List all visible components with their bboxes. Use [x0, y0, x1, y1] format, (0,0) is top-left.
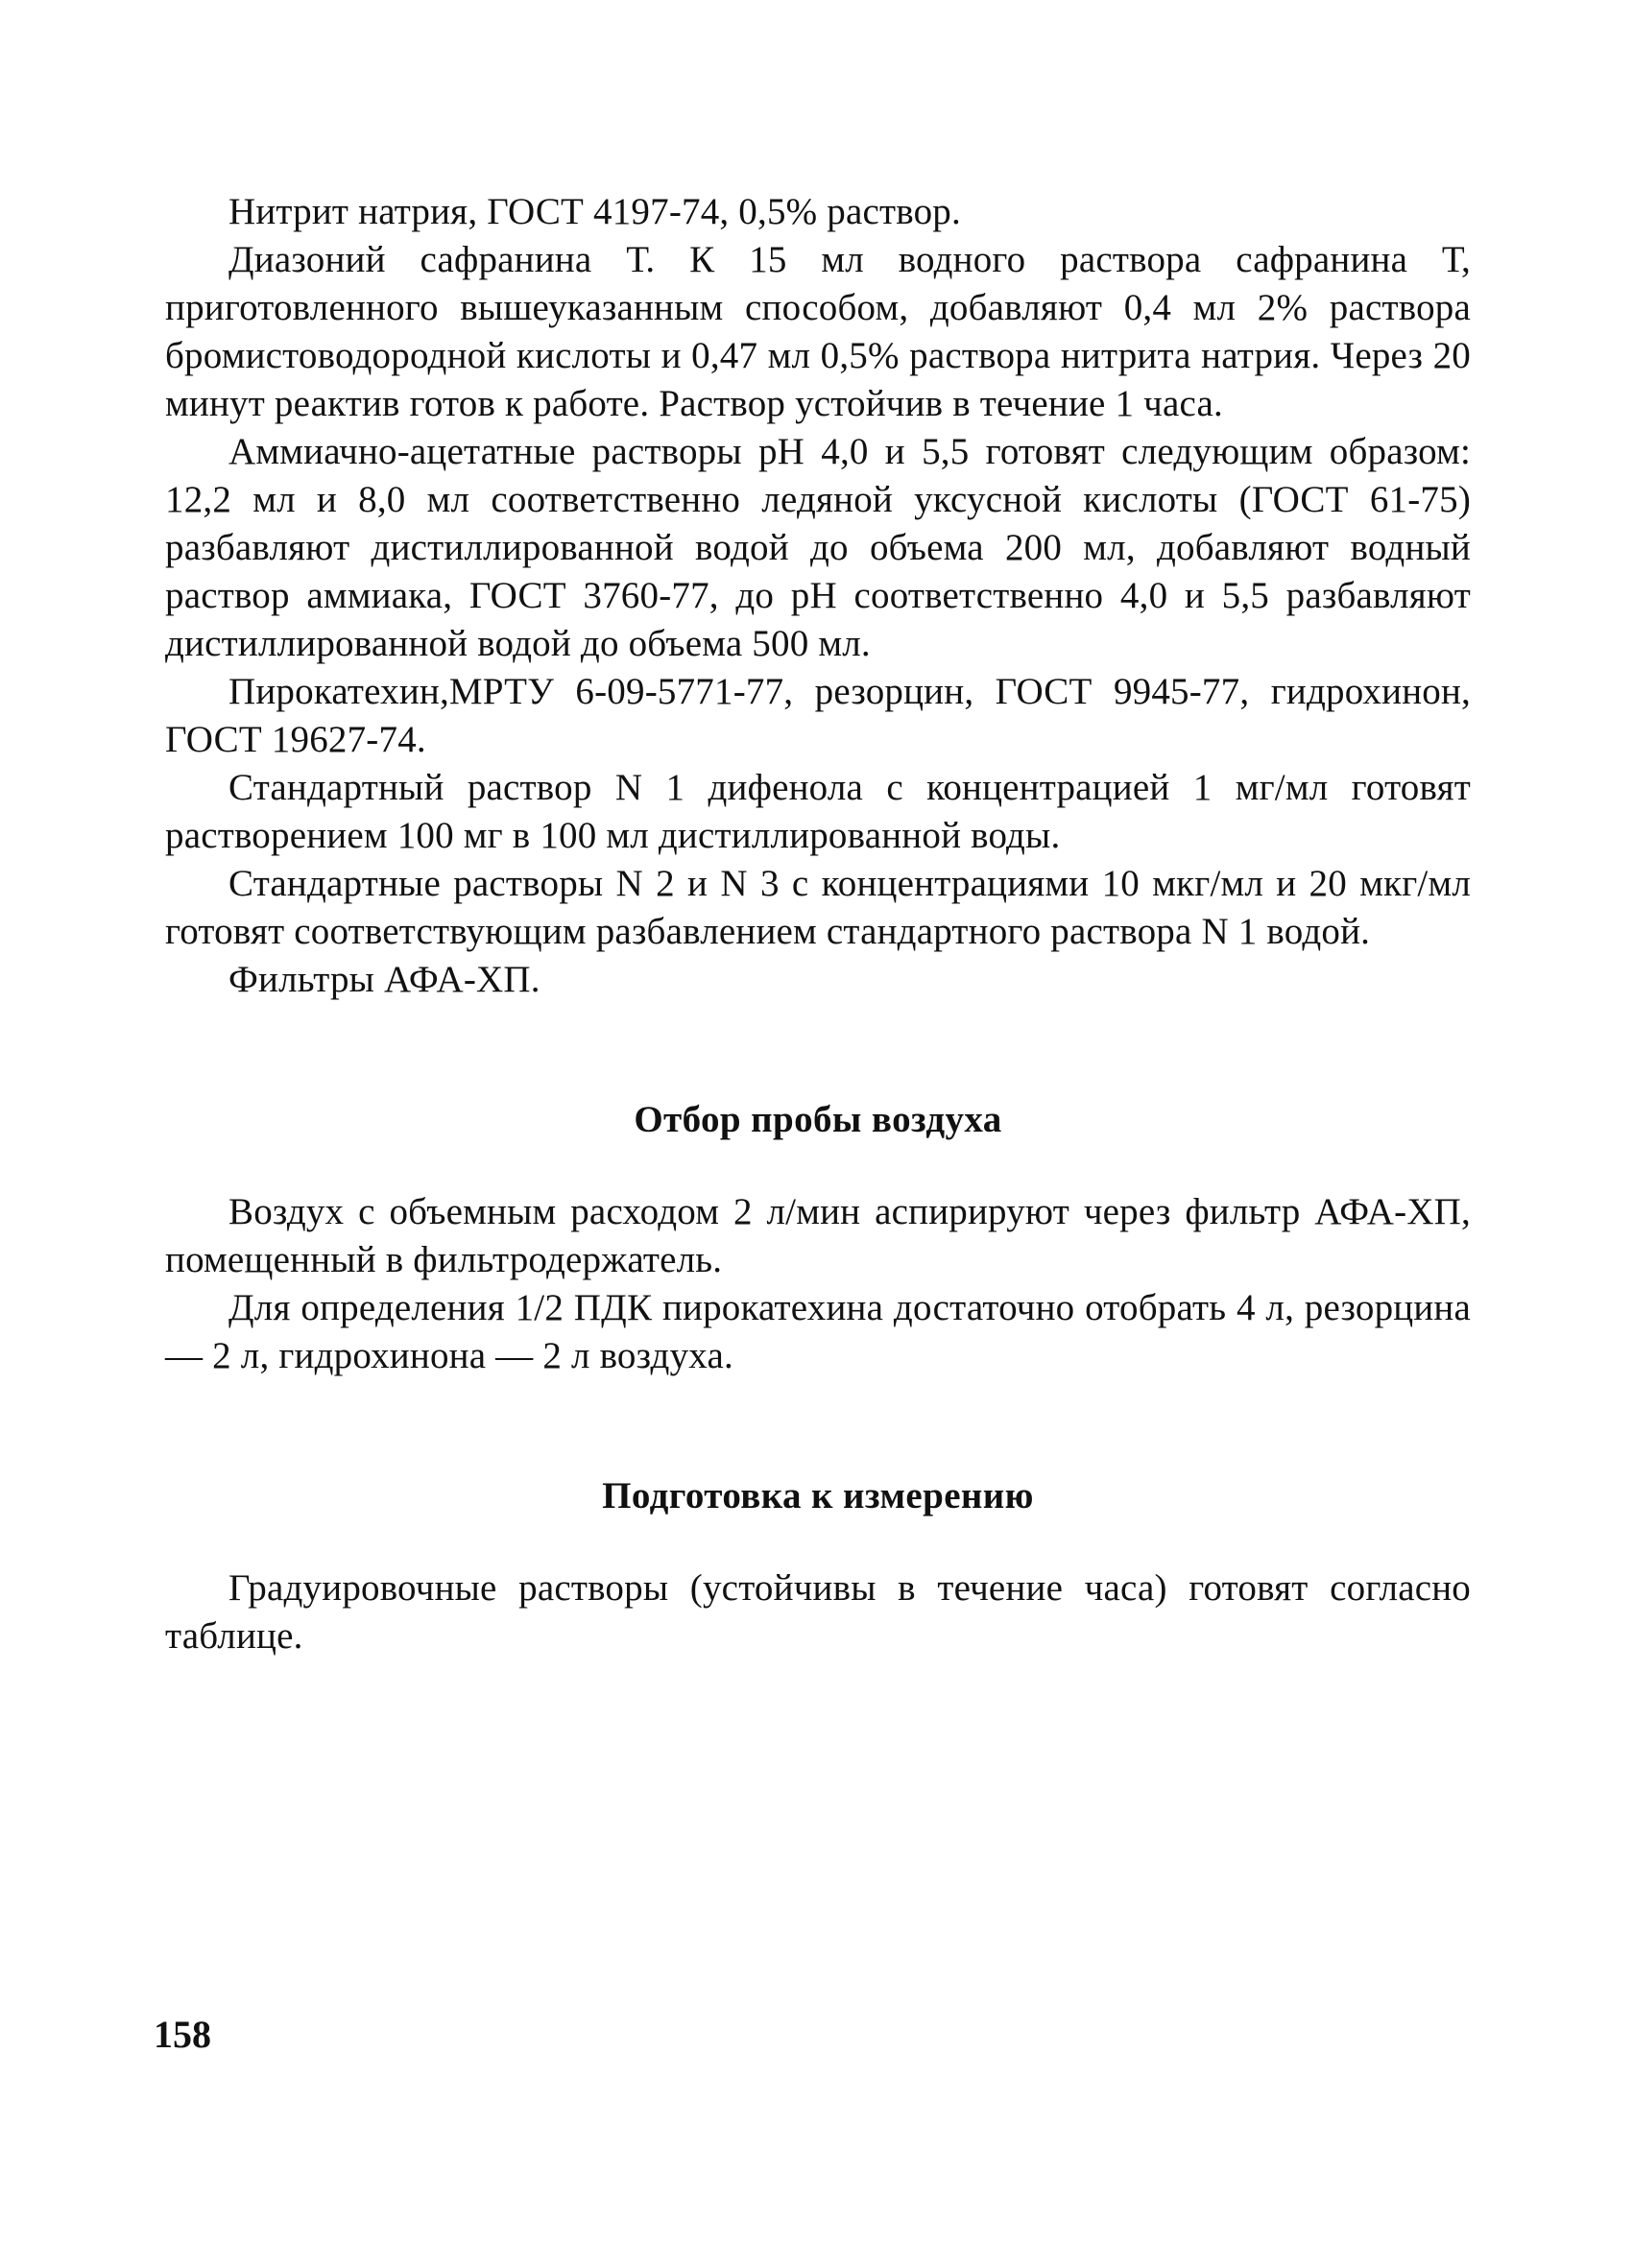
- paragraph-calibration-solutions: Градуировочные растворы (устойчивы в течение часа) готовят согласно таблице.: [165, 1567, 1471, 1657]
- page-number: 158: [154, 2013, 211, 2056]
- paragraph-diphenols-list: Пирокатехин,МРТУ 6-09-5771-77, резорцин, ГОСТ 9945-77, гидрохинон, ГОСТ 19627-74.: [165, 671, 1471, 760]
- heading-air-sampling: Отбор пробы воздуха: [634, 1099, 1002, 1140]
- sampling-section: [165, 1096, 1471, 1380]
- paragraph-air-flow: Воздух с объемным расходом 2 л/мин аспирируют через фильтр АФА-ХП, помещенный в фильтродержатель.: [165, 1191, 1471, 1280]
- spacer: [165, 1144, 1471, 1188]
- spacer: [165, 1004, 1471, 1096]
- preparation-section: [165, 1472, 1471, 1660]
- paragraph-ammonium-acetate-buffers: Аммиачно-ацетатные растворы рН 4,0 и 5,5 готовят следующим образом: 12,2 мл и 8,0 мл соответственно ледяной уксусной кислоты (ГОСТ 61-75) разбавляют дистиллированной водой до объема 200 мл, добавляют водный раствор аммиака, ГОСТ 3760-77, до рН соответственно 4,0 и 5,5 разбавляют дистиллированной водой до объема 500 мл.: [165, 431, 1471, 664]
- spacer: [165, 1520, 1471, 1564]
- paragraph-sodium-nitrite: Нитрит натрия, ГОСТ 4197-74, 0,5% раствор.: [228, 191, 961, 232]
- paragraph-standard-solutions-2-3: Стандартные растворы N 2 и N 3 с концентрациями 10 мкг/мл и 20 мкг/мл готовят соответствующим разбавлением стандартного раствора N 1 водой.: [165, 863, 1471, 952]
- document-page: [165, 188, 1471, 1660]
- paragraph-safranin-diazonium: Диазоний сафранина Т. К 15 мл водного раствора сафранина Т, приготовленного вышеуказанным способом, добавляют 0,4 мл 2% раствора бромистоводородной кислоты и 0,47 мл 0,5% раствора нитрита натрия. Через 20 минут реактив готов к работе. Раствор устойчив в течение 1 часа.: [165, 239, 1471, 424]
- paragraph-sample-volumes: Для определения 1/2 ПДК пирокатехина достаточно отобрать 4 л, резорцина — 2 л, гидрохинона — 2 л воздуха.: [165, 1287, 1471, 1376]
- spacer: [165, 1380, 1471, 1472]
- reagents-section: [165, 188, 1471, 1004]
- paragraph-filters: Фильтры АФА-ХП.: [228, 959, 540, 1000]
- heading-measurement-preparation: Подготовка к измерению: [602, 1475, 1034, 1516]
- paragraph-standard-solution-1: Стандартный раствор N 1 дифенола с концентрацией 1 мг/мл готовят растворением 100 мг в 100 мл дистиллированной воды.: [165, 767, 1471, 856]
